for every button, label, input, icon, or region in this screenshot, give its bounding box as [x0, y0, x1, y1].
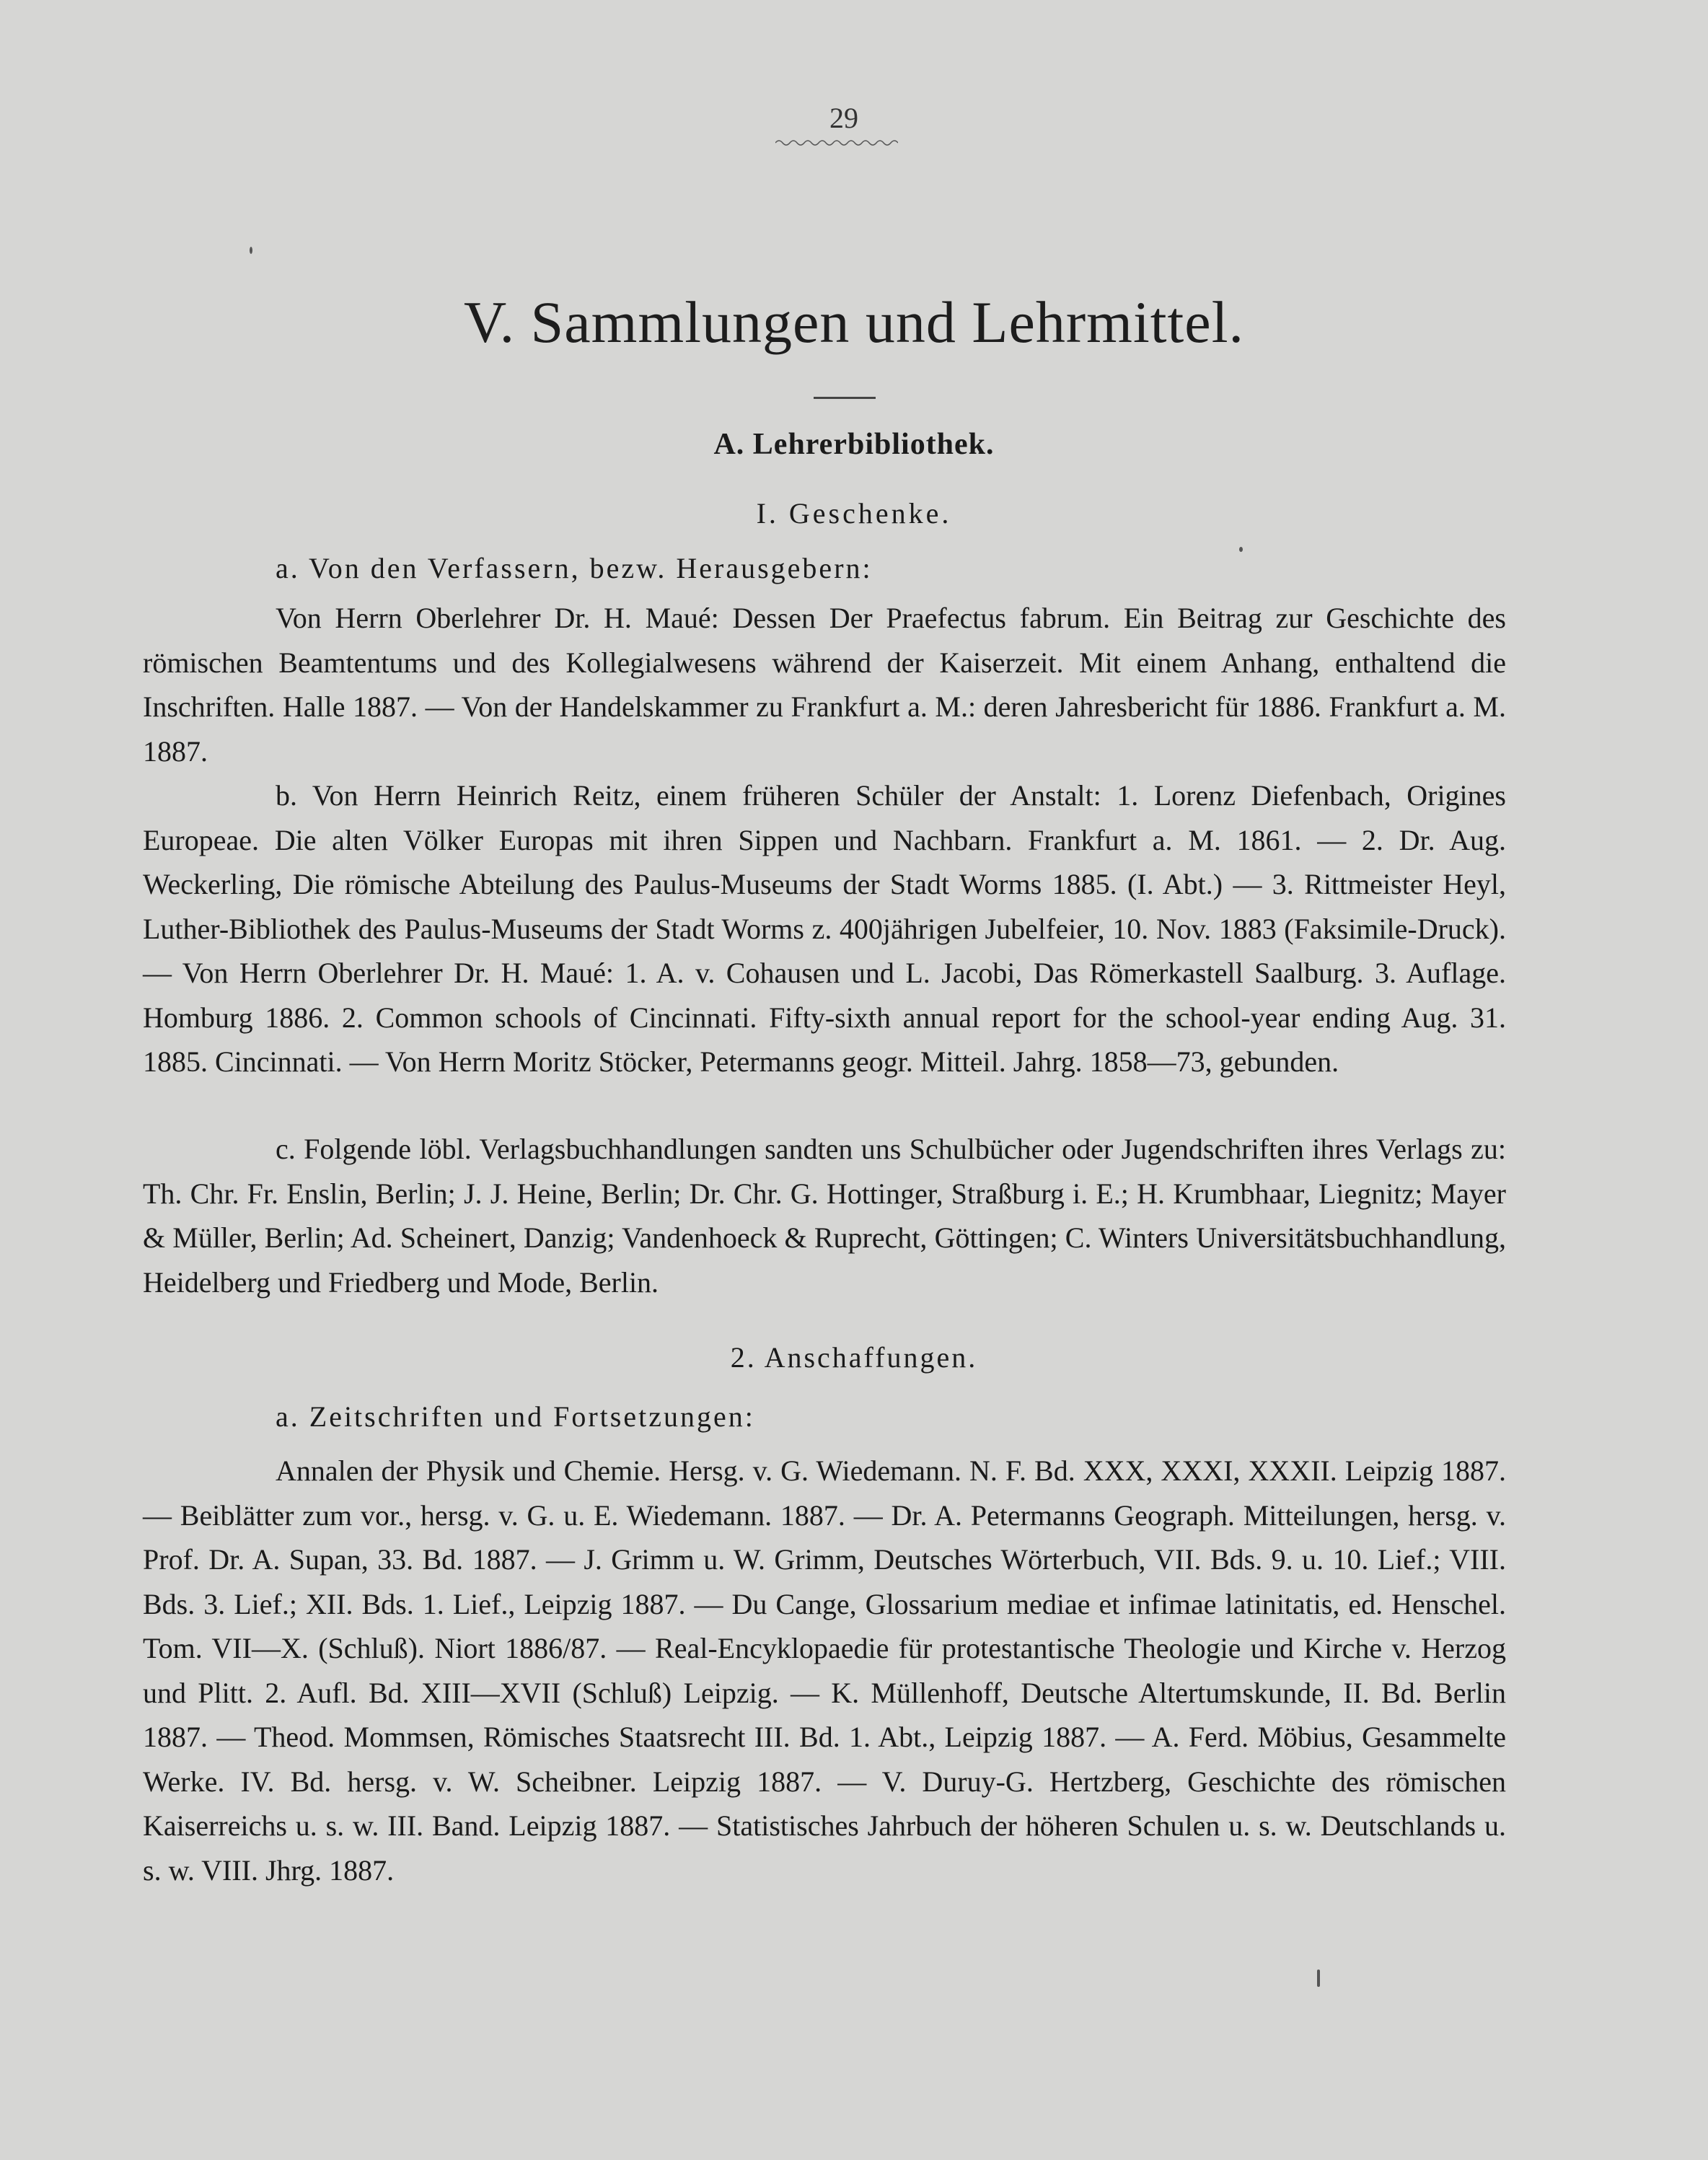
paragraph-periodicals: Annalen der Physik und Chemie. Hersg. v. G. Wiedemann. N. F. Bd. XXX, XXXI, XXXII. Leipzig 1887. — Beiblätter zum vor., hersg. v. G. u. E. Wiedemann. 1887. — Dr. A. Petermanns Geograph. Mitteilungen, hersg. v. Prof. Dr. A. Supan, 33. Bd. 1887. — J. Grimm u. W. Grimm, Deutsches Wörterbuch, VII. Bds. 9. u. 10. Lief.; VIII. Bds. 3. Lief.; XII. Bds. 1. Lief., Leipzig 1887. — Du Cange, Glossarium mediae et infimae latinitatis, ed. Henschel. Tom. VII—X. (Schluß). Niort 1886/87. — Real-Encyklopaedie für protestantische Theologie und Kirche v. Herzog und Plitt. 2. Aufl. Bd. XIII—XVII (Schluß) Leipzig. — K. Müllenhoff, Deutsche Altertumskunde, II. Bd. Berlin 1887. — Theod. Mommsen, Römisches Staatsrecht III. Bd. 1. Abt., Leipzig 1887. — A. Ferd. Möbius, Gesammelte Werke. IV. Bd. hersg. v. W. Scheibner. Leipzig 1887. — V. Duruy-G. Hertzberg, Geschichte des römischen Kaiserreichs u. s. w. III. Band. Leipzig 1887. — Statistisches Jahrbuch der höheren Schulen u. s. w. Deutschlands u. s. w. VIII. Jhrg. 1887. [143, 1454, 1506, 1887]
subsection-heading-zeitschriften: a. Zeitschriften und Fortsetzungen: [276, 1400, 755, 1433]
paragraph-gifts-authors: Von Herrn Oberlehrer Dr. H. Maué: Dessen Der Praefectus fabrum. Ein Beitrag zur Geschichte des römischen Beamtentums und des Kollegialwesens während der Kaiserzeit. Mit einem Anhang, enthaltend die Inschriften. Halle 1887. — Von der Handelskammer zu Frankfurt a. M.: deren Jahresbericht für 1886. Frankfurt a. M. 1887. [143, 602, 1506, 768]
title-divider [814, 397, 876, 399]
section-heading-lehrerbibliothek: A. Lehrerbibliothek. [713, 428, 995, 461]
page-title: V. Sammlungen und Lehrmittel. [464, 289, 1244, 355]
subsection-heading-verfasser: a. Von den Verfassern, bezw. Herausgebern: [276, 552, 873, 584]
ink-speck [1239, 547, 1243, 552]
paragraph-gifts-reitz: b. Von Herrn Heinrich Reitz, einem früheren Schüler der Anstalt: 1. Lorenz Diefenbach, Origines Europeae. Die alten Völker Europas mit ihren Sippen und Nachbarn. Frankfurt a. M. 1861. — 2. Dr. Aug. Weckerling, Die römische Abteilung des Paulus-Museums der Stadt Worms 1885. (I. Abt.) — 3. Rittmeister Heyl, Luther-Bibliothek des Paulus-Museums der Stadt Worms z. 400jährigen Jubelfeier, 10. Nov. 1883 (Faksimile-Druck). — Von Herrn Oberlehrer Dr. H. Maué: 1. A. v. Cohausen und L. Jacobi, Das Römerkastell Saalburg. 3. Auflage. Homburg 1886. 2. Common schools of Cincinnati. Fifty-sixth annual report for the school-year ending Aug. 31. 1885. Cincinnati. — Von Herrn Moritz Stöcker, Petermanns geogr. Mitteil. Jahrg. 1858—73, gebunden. [143, 779, 1506, 1078]
wavy-underline-ornament [775, 139, 898, 147]
paragraph-gifts-publishers: c. Folgende löbl. Verlagsbuchhandlungen sandten uns Schulbücher oder Jugendschriften ihres Verlags zu: Th. Chr. Fr. Enslin, Berlin; J. J. Heine, Berlin; Dr. Chr. G. Hottinger, Straßburg i. E.; H. Krumbhaar, Liegnitz; Mayer & Müller, Berlin; Ad. Scheinert, Danzig; Vandenhoeck & Ruprecht, Göttingen; C. Winters Universitätsbuchhandlung, Heidelberg und Friedberg und Mode, Berlin. [143, 1133, 1506, 1299]
subsection-heading-geschenke: I. Geschenke. [756, 497, 952, 530]
page-number: 29 [829, 102, 858, 134]
ink-speck [1317, 1970, 1320, 1987]
subsection-heading-anschaffungen: 2. Anschaffungen. [730, 1341, 978, 1374]
ink-speck [250, 247, 252, 254]
